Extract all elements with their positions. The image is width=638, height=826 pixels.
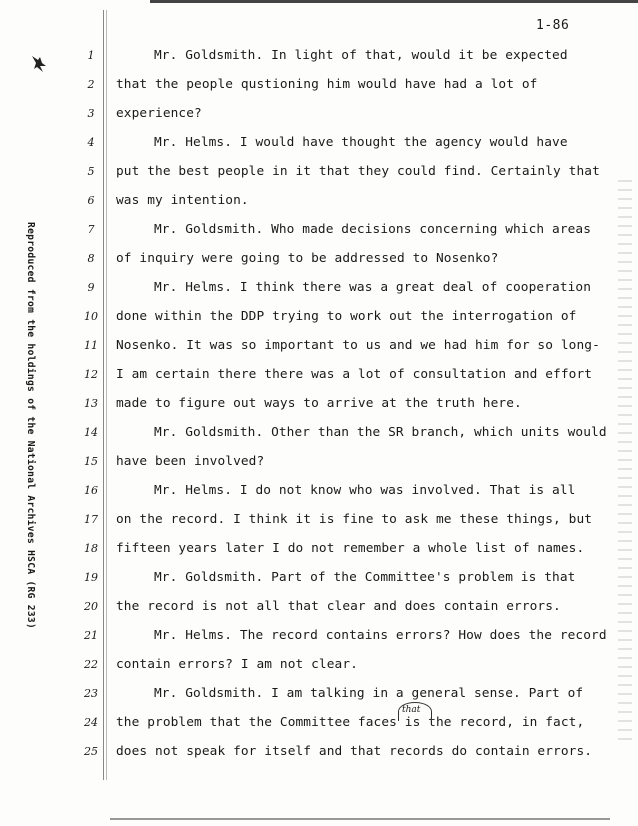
line-number: 11 (84, 339, 98, 352)
line-number: 25 (84, 745, 98, 758)
transcript-line: that the people qustioning him would have had a lot of (116, 77, 538, 92)
archive-stamp (22, 222, 42, 692)
transcript-line: Mr. Helms. The record contains errors? How does the record (154, 628, 607, 643)
line-number: 17 (84, 513, 98, 526)
line-number: 7 (87, 223, 95, 236)
line-number: 22 (84, 658, 98, 671)
line-number: 1 (87, 49, 95, 62)
transcript-line: the record is not all that clear and does contain errors. (116, 599, 561, 614)
transcript-line: Nosenko. It was so important to us and we had him for so long- (116, 338, 600, 353)
transcript-line: does not speak for itself and that records do contain errors. (116, 744, 593, 759)
scan-bottom-edge (110, 818, 610, 820)
transcript-line: experience? (116, 106, 202, 121)
transcript-line: Mr. Helms. I think there was a great deal of cooperation (154, 280, 592, 295)
line-number: 2 (87, 78, 95, 91)
line-number: 18 (84, 542, 98, 555)
line-number: 16 (84, 484, 98, 497)
transcript-line: was my intention. (116, 193, 249, 208)
ink-blot-mark (30, 54, 48, 74)
transcript-line: Mr. Helms. I would have thought the agency would have (154, 135, 568, 150)
line-number: 6 (87, 194, 95, 207)
transcript-line: on the record. I think it is fine to ask me these things, but (116, 512, 593, 527)
scan-top-edge (150, 0, 638, 3)
transcript-line: Mr. Goldsmith. Other than the SR branch, which units would (154, 425, 607, 440)
line-number: 12 (84, 368, 98, 381)
left-margin-rule (103, 10, 104, 780)
line-number: 13 (84, 397, 98, 410)
line-number: 3 (87, 107, 95, 120)
line-number: 24 (84, 716, 98, 729)
transcript-line: put the best people in it that they could find. Certainly that (116, 164, 600, 179)
archive-stamp-text: Reproduced from the holdings of the National Archives HSCA (RG 233) (25, 222, 36, 630)
transcript-line: Mr. Goldsmith. Who made decisions concerning which areas (154, 222, 592, 237)
line-number: 20 (84, 600, 98, 613)
line-number: 5 (87, 165, 95, 178)
transcript-line: done within the DDP trying to work out the interrogation of (116, 309, 577, 324)
transcript-line: made to figure out ways to arrive at the truth here. (116, 396, 522, 411)
transcript-line: have been involved? (116, 454, 265, 469)
page-number: 1-86 (536, 18, 570, 33)
line-number: 21 (84, 629, 98, 642)
transcript-line: Mr. Goldsmith. I am talking in a general sense. Part of (154, 686, 584, 701)
line-number: 10 (84, 310, 98, 323)
transcript-line: of inquiry were going to be addressed to Nosenko? (116, 251, 499, 266)
transcript-line: I am certain there there was a lot of consultation and effort (116, 367, 593, 382)
line-number: 19 (84, 571, 98, 584)
handwritten-note: that (402, 705, 421, 715)
line-number: 9 (87, 281, 95, 294)
line-number: 14 (84, 426, 98, 439)
transcript-line: contain errors? I am not clear. (116, 657, 358, 672)
transcript-line: fifteen years later I do not remember a whole list of names. (116, 541, 585, 556)
line-number: 8 (87, 252, 95, 265)
line-number: 4 (87, 136, 95, 149)
transcript-line: Mr. Goldsmith. In light of that, would it be expected (154, 48, 568, 63)
transcript-line: Mr. Goldsmith. Part of the Committee's problem is that (154, 570, 576, 585)
transcript-line: Mr. Helms. I do not know who was involved. That is all (154, 483, 576, 498)
transcript-line: the problem that the Committee faces is the record, in fact, (116, 715, 585, 730)
line-number: 15 (84, 455, 98, 468)
right-edge-scan-noise (618, 180, 632, 740)
line-number: 23 (84, 687, 98, 700)
left-margin-rule-inner (106, 10, 107, 780)
